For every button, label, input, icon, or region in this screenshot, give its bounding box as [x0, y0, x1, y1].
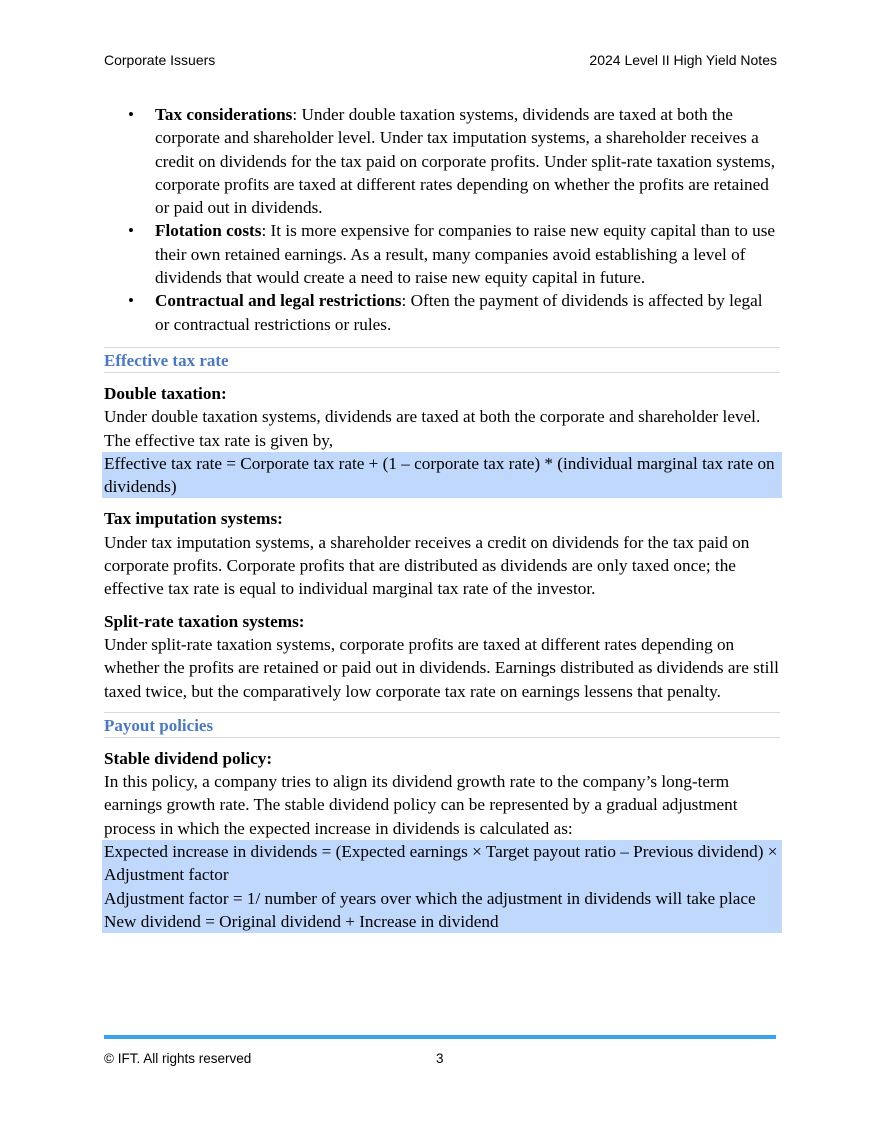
paragraph-double-taxation: Under double taxation systems, dividends are taxed at both the corporate and shareholder level. The effective tax rate is given by,: [104, 407, 761, 450]
subheading-split-rate: Split-rate taxation systems:: [104, 611, 305, 631]
bullet-list: [104, 103, 780, 336]
page-content: [104, 103, 780, 933]
formula-expected-increase: Expected increase in dividends = (Expected earnings × Target payout ratio – Previous dividend) × Adjustment factor: [104, 842, 778, 885]
bullet-term: Tax considerations: [155, 105, 293, 124]
subheading-stable-dividend: Stable dividend policy:: [104, 748, 273, 768]
bullet-item-tax-considerations: [104, 103, 780, 219]
section-heading-payout-policies: Payout policies: [104, 712, 780, 738]
bullet-term: Flotation costs: [155, 221, 262, 241]
formula-block-stable-dividend: [102, 840, 782, 933]
bullet-text: : Under double taxation systems, dividends are taxed at both the corporate and shareholder level. Under tax imputation systems, a shareholder receives a credit on dividends for the tax paid on corporate profits. Under split-rate taxation systems, corporate profits are taxed at different rates depending on whether the profits are retained or paid out in dividends.: [155, 105, 776, 218]
bullet-text: : Often the payment of dividends is affected by legal or contractual restrictions or rules.: [155, 291, 763, 334]
subheading-tax-imputation: Tax imputation systems:: [104, 509, 283, 529]
header-left-title: Corporate Issuers: [104, 52, 216, 68]
header-right-title: 2024 Level II High Yield Notes: [589, 52, 777, 68]
page-header: [104, 52, 777, 72]
subheading-double-taxation: Double taxation:: [104, 383, 227, 403]
bullet-item-contractual-restrictions: [104, 289, 780, 336]
page-number: 3: [436, 1051, 444, 1066]
formula-effective-tax-rate: Effective tax rate = Corporate tax rate + (1 – corporate tax rate) * (individual marginal tax rate on dividends): [102, 452, 782, 499]
footer-divider: [104, 1035, 776, 1039]
paragraph-stable-dividend: In this policy, a company tries to align its dividend growth rate to the company’s long-term earnings growth rate. The stable dividend policy can be represented by a gradual adjustment process in which the expected increase in dividends is calculated as:: [104, 772, 738, 838]
paragraph-tax-imputation: Under tax imputation systems, a shareholder receives a credit on dividends for the tax paid on corporate profits. Corporate profits that are distributed as dividends are only taxed once; the effective tax rate is equal to individual marginal tax rate of the investor.: [104, 532, 750, 599]
bullet-text: : It is more expensive for companies to raise new equity capital than to use their own retained earnings. As a result, many companies avoid establishing a level of dividends that would create a need to raise new equity capital in future.: [155, 221, 776, 288]
bullet-item-flotation-costs: [104, 219, 780, 289]
formula-new-dividend: New dividend = Original dividend + Increase in dividend: [104, 911, 499, 931]
footer-copyright: © IFT. All rights reserved: [104, 1051, 252, 1066]
bullet-term: Contractual and legal restrictions: [155, 291, 402, 311]
paragraph-split-rate: Under split-rate taxation systems, corporate profits are taxed at different rates depending on whether the profits are retained or paid out in dividends. Earnings distributed as dividends are still taxed twice, but the comparatively low corporate tax rate on earnings lessens that penalty.: [104, 634, 779, 701]
formula-adjustment-factor: Adjustment factor = 1/ number of years over which the adjustment in dividends will take place: [104, 888, 756, 908]
section-heading-effective-tax: Effective tax rate: [104, 347, 780, 373]
